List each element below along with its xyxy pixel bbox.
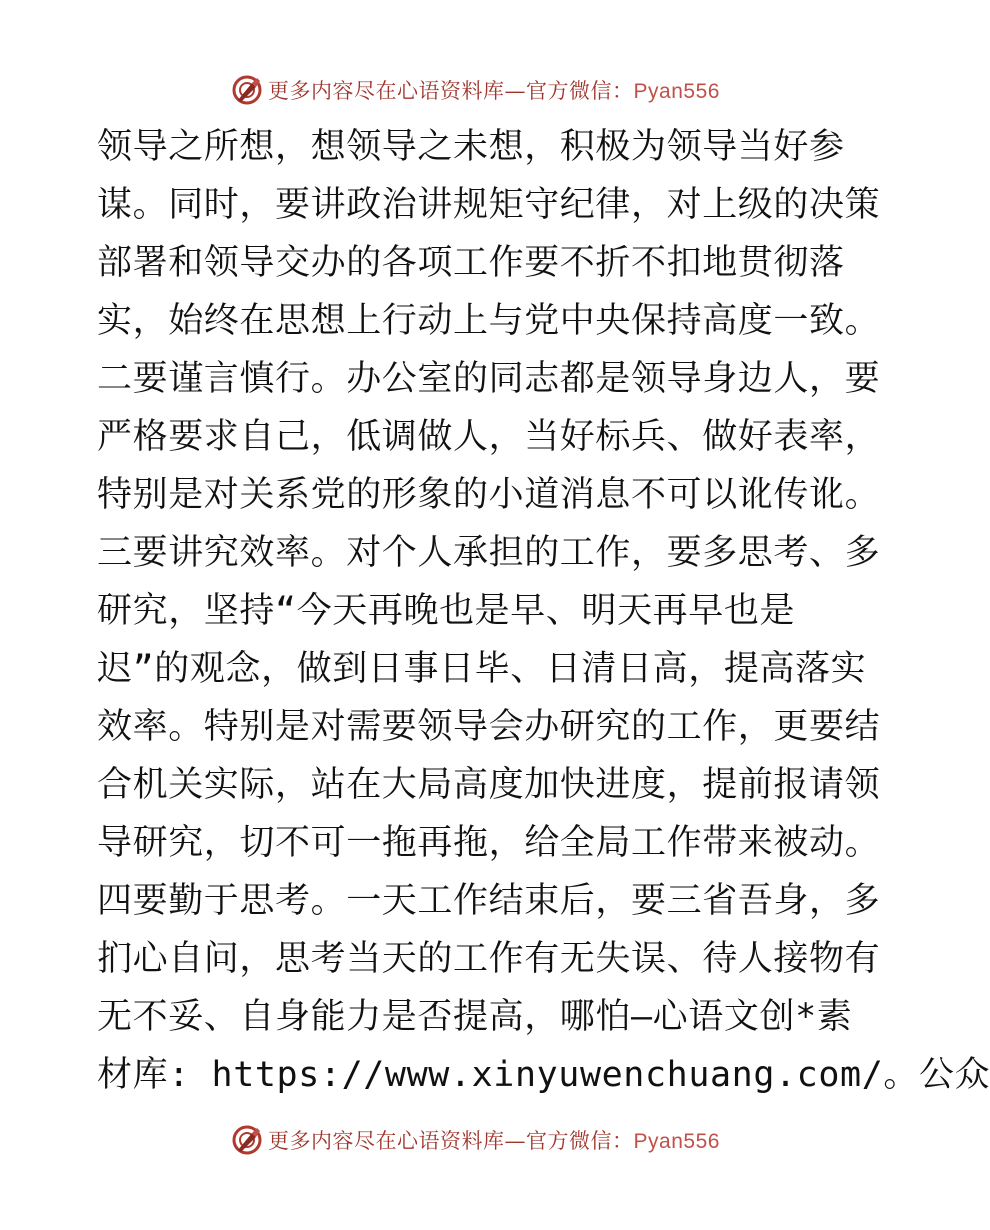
text-line: 材库: https://www.xinyuwenchuang.com/。公众 bbox=[97, 1055, 990, 1095]
header-banner bbox=[0, 70, 950, 110]
text-line: 迟”的观念，做到日事日毕、日清日高，提高落实 bbox=[97, 649, 867, 689]
text-line: 效率。特别是对需要领导会办研究的工作，更要结 bbox=[97, 707, 881, 747]
banner-wechat-id: Pyan556 bbox=[633, 1130, 720, 1153]
text-line: 合机关实际，站在大局高度加快进度，提前报请领 bbox=[97, 765, 881, 805]
banner-main-text: 更多内容尽在心语资料库—官方微信： bbox=[268, 1129, 634, 1153]
banner-wechat-id: Pyan556 bbox=[633, 80, 720, 103]
text-line: 扪心自问，思考当天的工作有无失误、待人接物有 bbox=[97, 939, 881, 979]
text-line: 部署和领导交办的各项工作要不折不扣地贯彻落 bbox=[97, 243, 845, 283]
banner-text bbox=[268, 1125, 720, 1155]
text-line: 谋。同时，要讲政治讲规矩守纪律，对上级的决策 bbox=[97, 185, 881, 225]
text-line: 实，始终在思想上行动上与党中央保持高度一致。 bbox=[97, 301, 881, 341]
text-line: 领导之所想，想领导之未想，积极为领导当好参 bbox=[97, 127, 845, 167]
text-line: 研究，坚持“今天再晚也是早、明天再早也是 bbox=[97, 591, 796, 631]
text-line: 严格要求自己，低调做人，当好标兵、做好表率， bbox=[97, 417, 881, 457]
text-line: 三要讲究效率。对个人承担的工作，要多思考、多 bbox=[97, 533, 881, 573]
banner-main-text: 更多内容尽在心语资料库—官方微信： bbox=[268, 79, 634, 103]
pen-nib-logo-icon bbox=[230, 73, 264, 107]
text-line: 四要勤于思考。一天工作结束后，要三省吾身，多 bbox=[97, 881, 881, 921]
document-body bbox=[97, 118, 990, 1104]
pen-nib-logo-icon bbox=[230, 1123, 264, 1157]
text-line: 导研究，切不可一拖再拖，给全局工作带来被动。 bbox=[97, 823, 881, 863]
banner-text bbox=[268, 75, 720, 105]
footer-banner bbox=[0, 1120, 950, 1160]
text-line: 二要谨言慎行。办公室的同志都是领导身边人，要 bbox=[97, 359, 881, 399]
text-line: 无不妥、自身能力是否提高，哪怕—心语文创*素 bbox=[97, 997, 853, 1037]
text-line: 特别是对关系党的形象的小道消息不可以讹传讹。 bbox=[97, 475, 881, 515]
